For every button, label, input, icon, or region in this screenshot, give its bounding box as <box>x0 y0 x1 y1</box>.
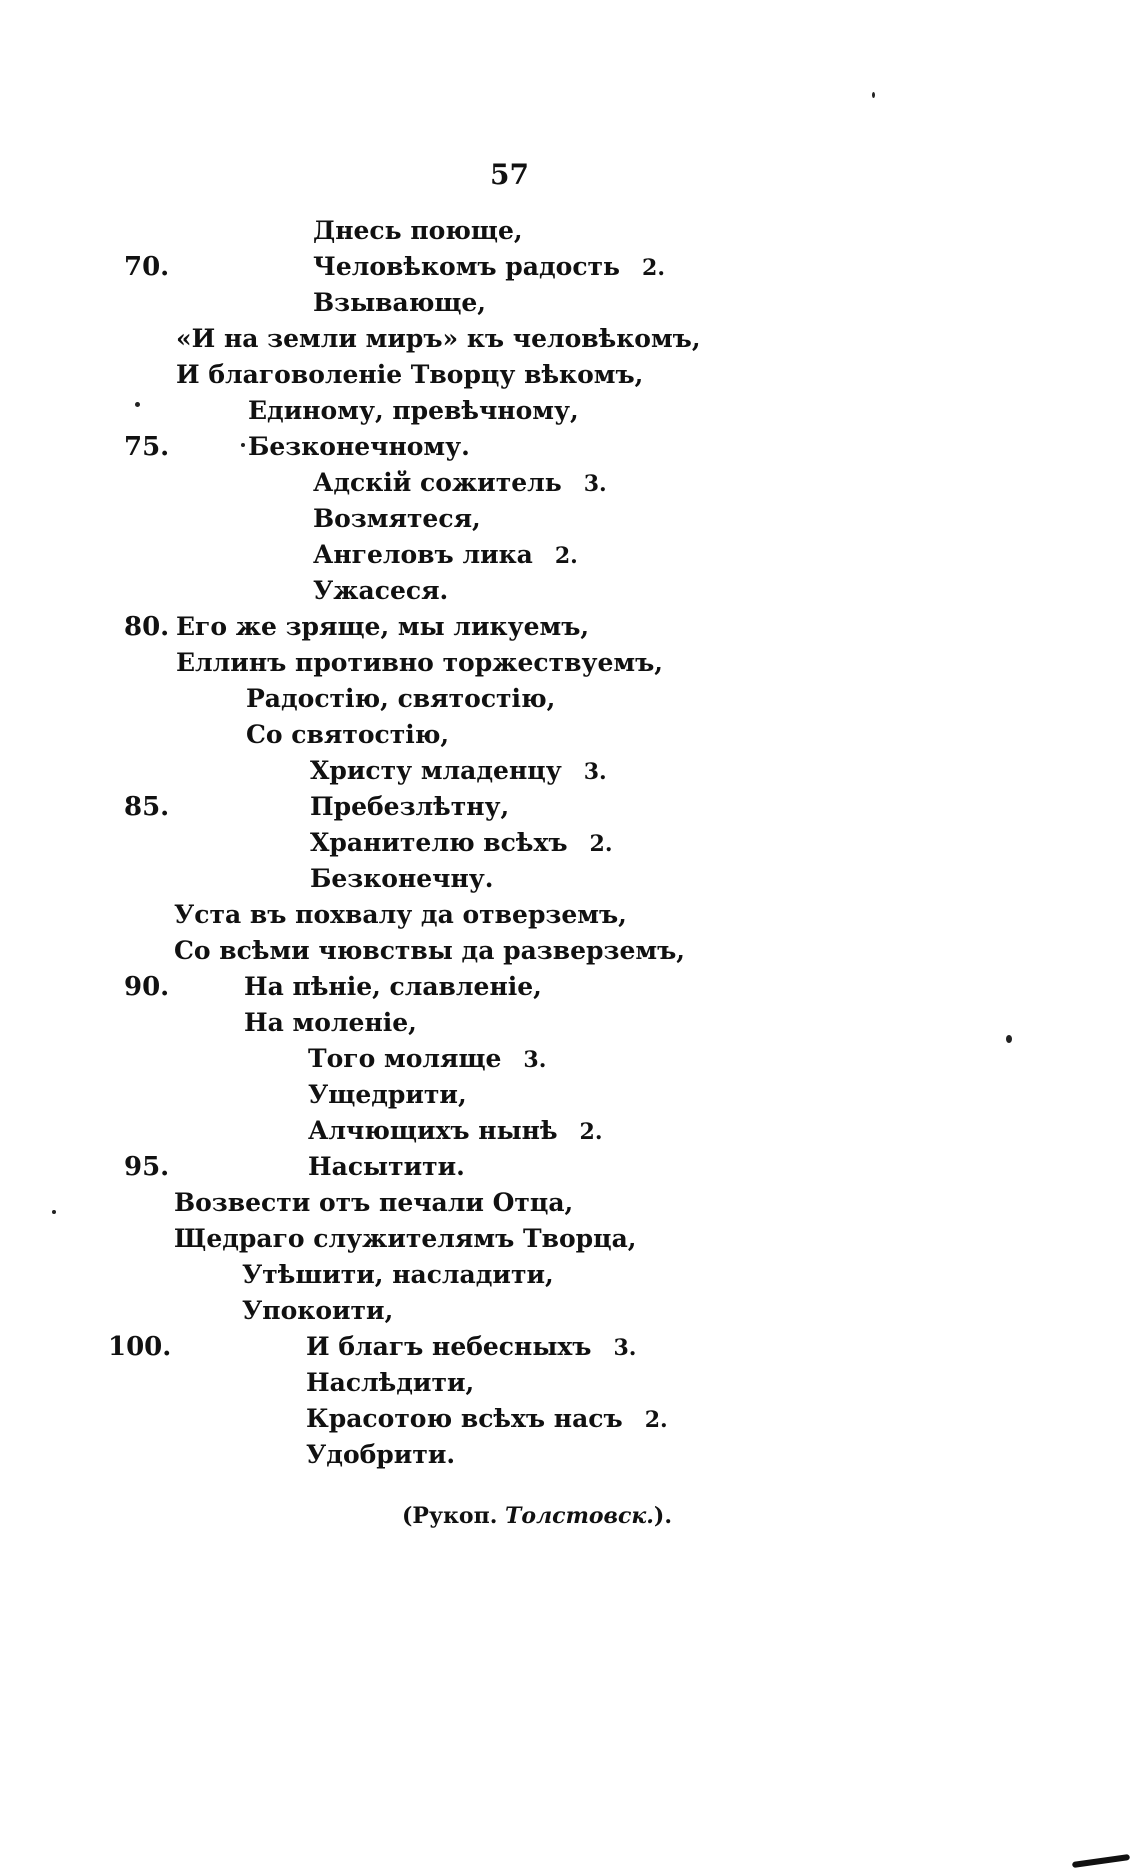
repeat-count: 3. <box>583 471 607 497</box>
verse-line: Хранителю всѣхъ 2. <box>310 828 613 857</box>
verse-line: Единому, превѣчному, <box>248 396 579 425</box>
scan-speck <box>241 443 245 447</box>
verse-line: И благъ небесныхъ 3. <box>306 1332 637 1361</box>
verse-line: Безконечному. <box>248 432 470 461</box>
verse-line: Наслѣдити, <box>306 1368 475 1397</box>
scan-edge-mark <box>1072 1854 1130 1868</box>
verse-line: Уста въ похвалу да отверземъ, <box>174 900 627 929</box>
verse-line: Щедраго служителямъ Творца, <box>174 1224 637 1253</box>
verse-line: Алчющихъ нынѣ 2. <box>308 1116 603 1145</box>
verse-line: Ущедрити, <box>308 1080 467 1109</box>
verse-line: Безконечну. <box>310 864 494 893</box>
verse-line: Того моляще 3. <box>308 1044 547 1073</box>
source-note: (Рукоп. Толстовск.). <box>402 1503 672 1529</box>
verse-line: Пребезлѣтну, <box>310 792 510 821</box>
line-number: 85. <box>124 792 170 822</box>
line-number: 100. <box>108 1332 172 1362</box>
verse-line: Ужасеся. <box>313 576 449 605</box>
verse-line: На пѣніе, славленіе, <box>244 972 542 1001</box>
verse-line: Красотою всѣхъ насъ 2. <box>306 1404 668 1433</box>
verse-line: Христу младенцу 3. <box>310 756 607 785</box>
verse-line: На моленіе, <box>244 1008 417 1037</box>
verse-line: Радостію, святостію, <box>246 684 556 713</box>
verse-line: Возмятеся, <box>313 504 481 533</box>
repeat-count: 2. <box>644 1407 668 1433</box>
verse-line: Ангеловъ лика 2. <box>313 540 578 569</box>
line-number: 70. <box>124 252 170 282</box>
repeat-count: 3. <box>613 1335 637 1361</box>
verse-line: Взывающе, <box>313 288 487 317</box>
repeat-count: 2. <box>589 831 613 857</box>
scan-speck <box>52 1210 56 1214</box>
scan-speck <box>872 92 875 98</box>
verse-line: Еллинъ противно торжествуемъ, <box>176 648 663 677</box>
scan-speck <box>1006 1035 1012 1043</box>
line-number: 90. <box>124 972 170 1002</box>
repeat-count: 3. <box>583 759 607 785</box>
verse-line: Днесь поюще, <box>313 216 523 245</box>
page-number: 57 <box>490 158 529 191</box>
verse-line: И благоволеніе Творцу вѣкомъ, <box>176 360 644 389</box>
verse-line: «И на земли миръ» къ человѣкомъ, <box>176 324 701 353</box>
scan-speck <box>135 402 140 407</box>
repeat-count: 2. <box>554 543 578 569</box>
verse-line: Со всѣми чювствы да разверземъ, <box>174 936 685 965</box>
verse-line: Его же зряще, мы ликуемъ, <box>176 612 590 641</box>
verse-line: Возвести отъ печали Отца, <box>174 1188 574 1217</box>
line-number: 75. <box>124 432 170 462</box>
verse-line: Со святостію, <box>246 720 450 749</box>
verse-line: Упокоити, <box>242 1296 394 1325</box>
verse-line: Насытити. <box>308 1152 465 1181</box>
verse-line: Удобрити. <box>306 1440 456 1469</box>
repeat-count: 3. <box>523 1047 547 1073</box>
verse-line: Утѣшити, насладити, <box>242 1260 554 1289</box>
verse-line: Человѣкомъ радость 2. <box>313 252 665 281</box>
line-number: 95. <box>124 1152 170 1182</box>
verse-line: Адскій сожитель 3. <box>313 468 607 497</box>
repeat-count: 2. <box>642 255 665 281</box>
line-number: 80. <box>124 612 170 642</box>
repeat-count: 2. <box>579 1119 603 1145</box>
